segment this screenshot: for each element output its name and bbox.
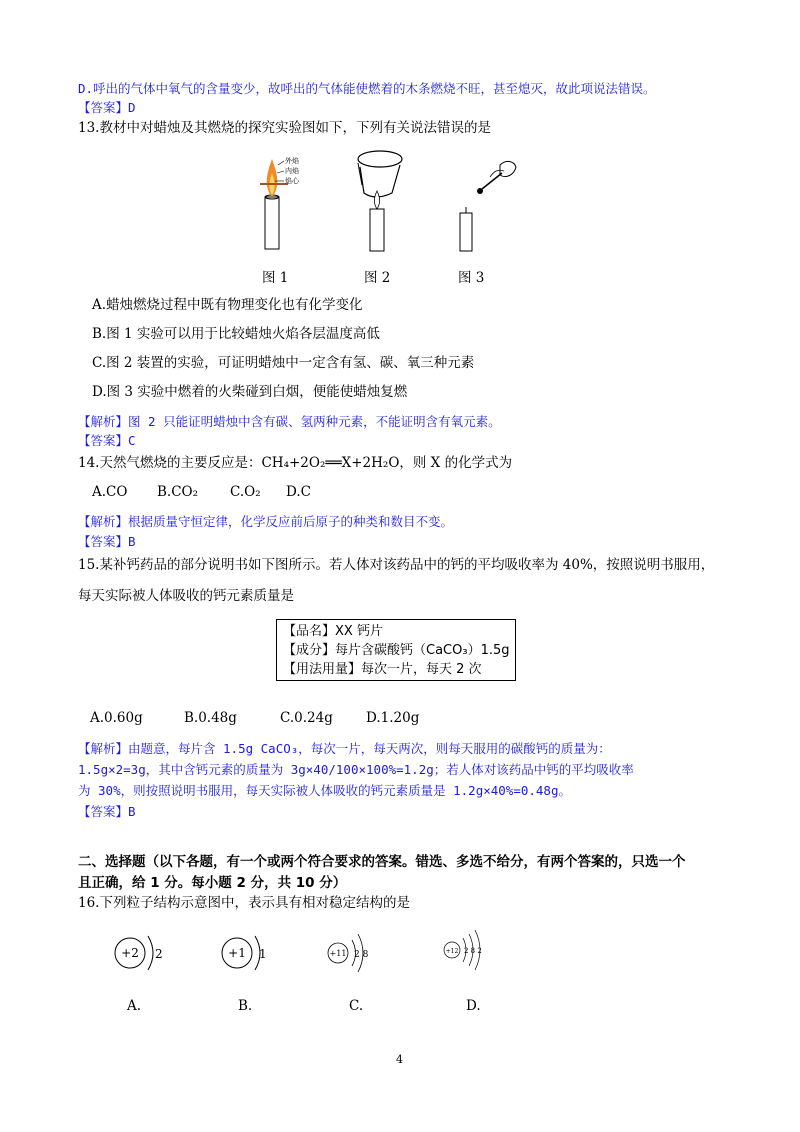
medicine-label-box xyxy=(276,619,516,681)
option-16-d: D. xyxy=(466,998,481,1014)
line-previous-d: D.呼出的气体中氧气的含量变少，故呼出的气体能使燃着的木条燃烧不旺，甚至熄灭，故此项说法错误。 xyxy=(78,81,656,96)
nucleus-d: +12 xyxy=(445,948,459,955)
option-13-b: B.图 1 实验可以用于比较蜡烛火焰各层温度高低 xyxy=(92,326,380,342)
option-15-a: A.0.60g xyxy=(90,710,143,726)
shells-c: 2 8 xyxy=(354,950,369,960)
question-13: 13.教材中对蜡烛及其燃烧的探究实验图如下，下列有关说法错误的是 xyxy=(78,120,491,136)
candle-fig3 xyxy=(460,161,516,251)
analysis-15-line-3: 为 30%，则按照说明书服用，每天实际被人体吸收的钙元素质量是 1.2g×40%=0.48g。 xyxy=(78,783,571,798)
atom-diagram-b xyxy=(215,928,285,978)
box-product-name: 【品名】XX 钙片 xyxy=(283,624,383,639)
atom-diagram-c xyxy=(322,928,402,978)
answer-14: 【答案】B xyxy=(78,534,136,549)
option-16-a: A. xyxy=(127,998,142,1014)
question-14: 14.天然气燃烧的主要反应是：CH₄+2O₂══X+2H₂O，则 X 的化学式为 xyxy=(78,455,513,471)
flame-inner-label: 内焰 xyxy=(285,167,299,175)
option-14-a: A.CO xyxy=(92,484,128,500)
figure-3-caption: 图 3 xyxy=(458,270,485,286)
candle-figures xyxy=(250,145,520,255)
analysis-14: 【解析】根据质量守恒定律，化学反应前后原子的种类和数目不变。 xyxy=(78,514,454,529)
atom-diagram-a xyxy=(108,928,178,978)
shells-d: 2 8 2 xyxy=(464,947,482,955)
answer-15: 【答案】B xyxy=(78,804,136,819)
nucleus-a: +2 xyxy=(121,946,139,960)
option-15-d: D.1.20g xyxy=(366,710,420,726)
analysis-13: 【解析】图 2 只能证明蜡烛中含有碳、氢两种元素，不能证明含有氧元素。 xyxy=(78,414,501,429)
answer-13: 【答案】C xyxy=(78,433,136,448)
option-15-b: B.0.48g xyxy=(184,710,237,726)
page-number: 4 xyxy=(396,1053,403,1066)
nucleus-b: +1 xyxy=(228,946,246,960)
option-14-d: D.C xyxy=(286,484,311,500)
box-ingredients: 【成分】每片含碳酸钙（CaCO₃）1.5g xyxy=(283,643,510,658)
box-dosage: 【用法用量】每次一片，每天 2 次 xyxy=(283,662,482,677)
question-15-line-2: 每天实际被人体吸收的钙元素质量是 xyxy=(78,588,294,604)
analysis-15-line-1: 【解析】由题意，每片含 1.5g CaCO₃，每次一片，每天两次，则每天服用的碳酸钙的质量为： xyxy=(78,741,611,756)
option-13-c: C.图 2 装置的实验，可证明蜡烛中一定含有氢、碳、氧三种元素 xyxy=(92,355,475,371)
nucleus-c: +11 xyxy=(329,949,347,958)
option-16-b: B. xyxy=(238,998,253,1014)
section-2-heading-line-1: 二、选择题（以下各题，有一个或两个符合要求的答案。错选、多选不给分，有两个答案的，只选一个 xyxy=(78,854,686,870)
shells-a: 2 xyxy=(155,947,163,961)
analysis-15-line-2: 1.5g×2=3g，其中含钙元素的质量为 3g×40/100×100%=1.2g；若人体对该药品中钙的平均吸收率 xyxy=(78,762,634,777)
question-15-line-1: 15.某补钙药品的部分说明书如下图所示。若人体对该药品中的钙的平均吸收率为 40%，按照说明书服用， xyxy=(78,557,715,573)
candle-fig1 xyxy=(260,156,300,249)
shells-b: 1 xyxy=(259,947,267,961)
figure-2-caption: 图 2 xyxy=(364,270,391,286)
section-2-heading-line-2: 且正确，给 1 分。每小题 2 分，共 10 分） xyxy=(78,875,347,891)
question-16: 16.下列粒子结构示意图中，表示具有相对稳定结构的是 xyxy=(78,895,410,911)
candle-fig2 xyxy=(358,151,402,251)
option-15-c: C.0.24g xyxy=(280,710,333,726)
option-14-c: C.O₂ xyxy=(230,484,261,500)
flame-outer-label: 外焰 xyxy=(285,157,299,165)
option-13-d: D.图 3 实验中燃着的火柴碰到白烟，便能使蜡烛复燃 xyxy=(92,384,408,400)
flame-core-label: 焰心 xyxy=(285,177,299,185)
option-13-a: A.蜡烛燃烧过程中既有物理变化也有化学变化 xyxy=(92,297,363,313)
figure-1-caption: 图 1 xyxy=(262,270,289,286)
atom-diagram-d xyxy=(438,928,518,978)
option-14-b: B.CO₂ xyxy=(157,484,199,500)
answer-12: 【答案】D xyxy=(78,100,136,115)
option-16-c: C. xyxy=(349,998,364,1014)
